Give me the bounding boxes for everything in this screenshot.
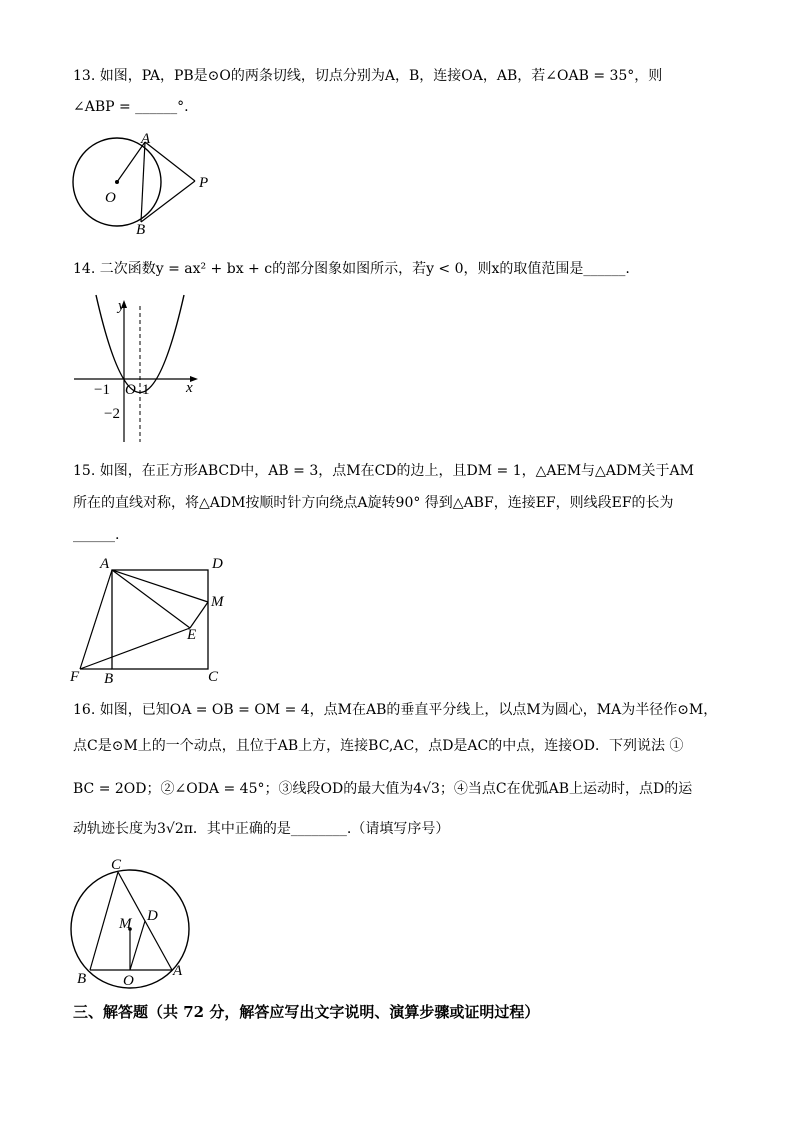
q13-figure bbox=[65, 130, 225, 242]
label-o: O bbox=[123, 973, 134, 989]
label-a: A bbox=[100, 556, 110, 572]
q15-text-line2: 所在的直线对称，将△ADM按顺时针方向绕点A旋转90° 得到△ABF，连接EF，则线段EF的长为 bbox=[73, 495, 674, 511]
segment-af bbox=[80, 570, 112, 669]
label-c: C bbox=[208, 669, 219, 685]
segment-ae bbox=[112, 570, 190, 628]
center-point bbox=[115, 180, 119, 184]
label-x: x bbox=[186, 380, 193, 396]
label-o: O bbox=[105, 190, 116, 206]
tangent-pb bbox=[141, 181, 195, 222]
q15-text-line1: 15. 如图，在正方形ABCD中，AB = 3，点M在CD的边上，且DM = 1，△AEM与△ADM关于AM bbox=[73, 463, 694, 479]
square-abcd bbox=[112, 570, 208, 669]
label-f: F bbox=[70, 669, 80, 685]
label-neg2: −2 bbox=[104, 406, 120, 422]
label-p: P bbox=[199, 175, 209, 191]
q15-figure bbox=[66, 554, 236, 689]
label-neg1: −1 bbox=[94, 382, 110, 398]
label-1: 1 bbox=[142, 382, 150, 398]
label-a: A bbox=[141, 131, 151, 147]
label-m: M bbox=[211, 594, 224, 610]
label-a: A bbox=[173, 963, 183, 979]
segment-oa bbox=[117, 142, 145, 182]
label-d: D bbox=[212, 556, 223, 572]
label-d: D bbox=[147, 908, 158, 924]
q16-text-line2: 点C是⊙M上的一个动点，且位于AB上方，连接BC,AC，点D是AC的中点，连接OD．下列说法 ① bbox=[73, 738, 684, 754]
segment-am bbox=[112, 570, 208, 602]
q16-text-line1: 16. 如图，已知OA = OB = OM = 4，点M在AB的垂直平分线上，以点M为圆心，MA为半径作⊙M， bbox=[73, 702, 718, 718]
label-y: y bbox=[118, 298, 125, 314]
label-b: B bbox=[77, 971, 87, 987]
label-e: E bbox=[187, 627, 197, 643]
q13-text-line1: 13. 如图，PA，PB是⊙O的两条切线，切点分别为A，B，连接OA，AB，若∠OAB = 35°，则 bbox=[73, 68, 663, 84]
segment-od bbox=[130, 921, 145, 970]
q13-text-line2: ∠ABP = ______°. bbox=[73, 99, 189, 115]
segment-ab bbox=[141, 142, 145, 222]
q14-text-line1: 14. 二次函数y = ax² + bx + c的部分图象如图所示，若y < 0，则x的取值范围是______. bbox=[73, 261, 630, 277]
segment-ef bbox=[80, 628, 190, 669]
q14-figure bbox=[68, 292, 208, 450]
tangent-pa bbox=[145, 142, 195, 181]
label-origin: O bbox=[125, 382, 136, 398]
q16-text-line3: BC = 2OD；②∠ODA = 45°；③线段OD的最大值为4√3；④当点C在优弧AB上运动时，点D的运 bbox=[73, 781, 693, 797]
q15-text-line3: ______. bbox=[73, 527, 120, 543]
section-heading: 三、解答题（共 72 分，解答应写出文字说明、演算步骤或证明过程） bbox=[73, 1003, 540, 1021]
segment-em bbox=[190, 602, 208, 628]
q16-text-line4: 动轨迹长度为3√2π．其中正确的是________.（请填写序号） bbox=[73, 821, 450, 837]
label-b: B bbox=[136, 222, 146, 238]
q16-figure bbox=[64, 854, 204, 994]
label-m: M bbox=[119, 916, 132, 932]
label-b: B bbox=[104, 671, 114, 687]
segment-bc bbox=[90, 872, 118, 970]
label-c: C bbox=[111, 857, 122, 873]
